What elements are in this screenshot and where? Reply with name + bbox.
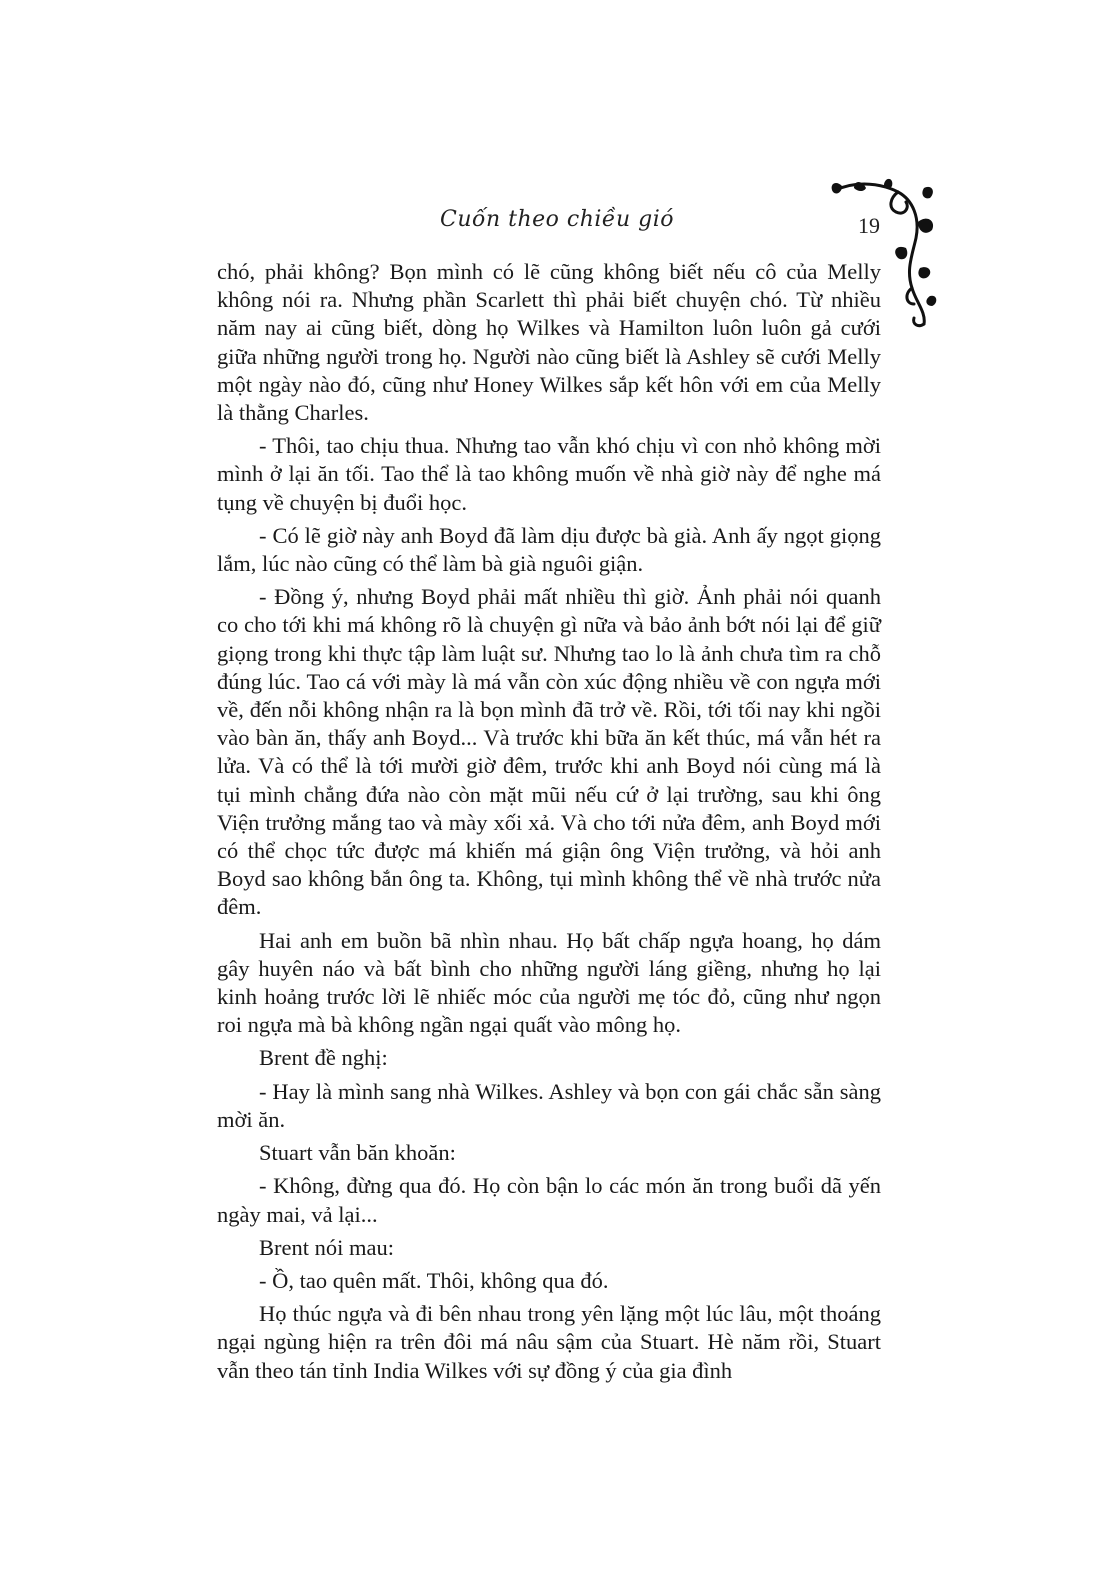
page-number: 19 bbox=[858, 213, 880, 238]
paragraph: Brent đề nghị: bbox=[259, 1045, 388, 1071]
paragraph: - Thôi, tao chịu thua. Nhưng tao vẫn khó chịu vì con nhỏ không mời mình ở lại ăn tối. Tao thể là tao không muốn về nhà giờ này để nghe má tụng về chuyện bị đuổi học. bbox=[217, 433, 881, 515]
paragraph: - Không, đừng qua đó. Họ còn bận lo các món ăn trong buổi dã yến ngày mai, vả lại... bbox=[217, 1173, 881, 1227]
body-text bbox=[217, 258, 881, 1390]
paragraph: - Hay là mình sang nhà Wilkes. Ashley và bọn con gái chắc sẵn sàng mời ăn. bbox=[217, 1078, 881, 1132]
paragraph: Stuart vẫn băn khoăn: bbox=[259, 1140, 456, 1166]
paragraph: Hai anh em buồn bã nhìn nhau. Họ bất chấp ngựa hoang, họ dám gây huyên náo và bất bình cho những người láng giềng, nhưng họ lại kinh hoảng trước lời lẽ nhiếc móc của người mẹ tóc đỏ, cũng như ngọn roi ngựa mà bà không ngần ngại quất vào mông họ. bbox=[217, 927, 881, 1038]
paragraph: - Đồng ý, nhưng Boyd phải mất nhiều thì giờ. Ảnh phải nói quanh co cho tới khi má không rõ là chuyện gì nữa và bảo ảnh bớt nói lại để giữ giọng trong khi thực tập làm luật sư. Nhưng tao lo là ảnh chưa tìm ra chỗ đúng lúc. Tao cá với mày là má vẫn còn xúc động nhiều về con ngựa mới về, đến nỗi không nhận ra là bọn mình đã trở về. Rồi, tới tối nay khi ngồi vào bàn ăn, thấy anh Boyd... Và trước khi bữa ăn kết thúc, má vẫn hét ra lửa. Và có thể là tới mười giờ đêm, trước khi anh Boyd nói cùng má là tụi mình chẳng đứa nào còn mặt mũi nếu cứ ở lại trường, sau khi ông Viện trưởng mắng tao và mày xối xả. Và cho tới nửa đêm, anh Boyd mới có thể chọc tức được má khiến má giận ông Viện trưởng, và hỏi anh Boyd sao không bắn ông ta. Không, tụi mình không thể về nhà trước nửa đêm. bbox=[217, 584, 881, 920]
paragraph: chó, phải không? Bọn mình có lẽ cũng không biết nếu cô của Melly không nói ra. Nhưng phần Scarlett thì phải biết chuyện chó. Từ nhiều năm nay ai cũng biết, dòng họ Wilkes và Hamilton luôn luôn gả cưới giữa những người trong họ. Người nào cũng biết là Ashley sẽ cưới Melly một ngày nào đó, cũng như Honey Wilkes sắp kết hôn với em của Melly là thằng Charles. bbox=[217, 259, 881, 426]
running-title: Cuốn theo chiều gió bbox=[440, 207, 674, 232]
paragraph: - Ồ, tao quên mất. Thôi, không qua đó. bbox=[259, 1267, 609, 1293]
paragraph: - Có lẽ giờ này anh Boyd đã làm dịu được bà già. Anh ấy ngọt giọng lắm, lúc nào cũng có thể làm bà già nguôi giận. bbox=[217, 522, 881, 577]
paragraph: Brent nói mau: bbox=[259, 1234, 394, 1260]
paragraph: Họ thúc ngựa và đi bên nhau trong yên lặng một lúc lâu, một thoáng ngại ngùng hiện ra trên đôi má nâu sậm của Stuart. Hè năm rồi, Stuart vẫn theo tán tỉnh India Wilkes với sự đồng ý của gia đình bbox=[217, 1301, 881, 1383]
